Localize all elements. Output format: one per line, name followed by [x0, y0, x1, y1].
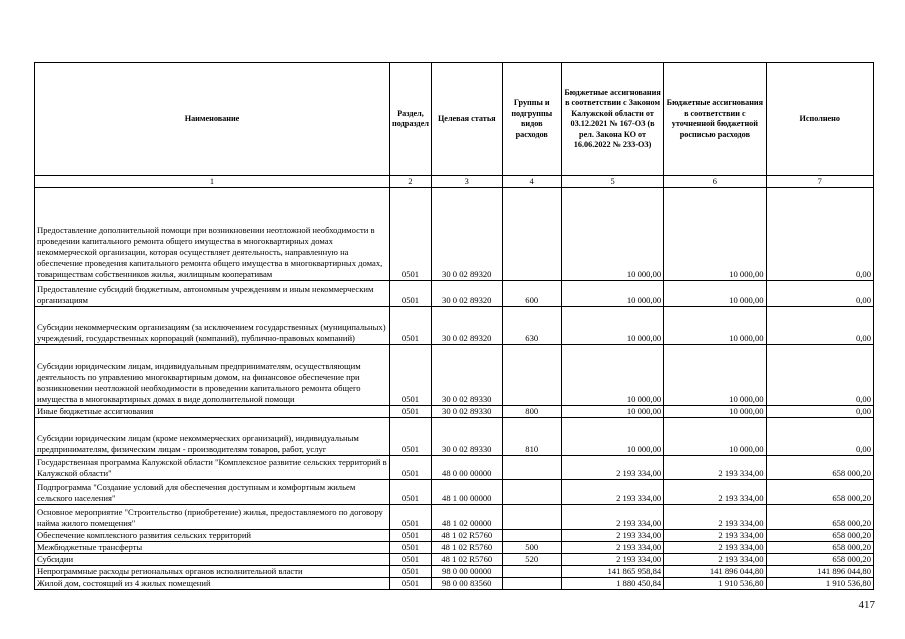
row-name: Основное мероприятие "Строительство (приобретение) жилья, предоставляемого по договору найма жилого помещения"	[35, 505, 390, 530]
row-group	[502, 566, 561, 578]
row-name: Обеспечение комплексного развития сельских территорий	[35, 530, 390, 542]
column-number: 7	[766, 176, 873, 188]
row-refined-allocation: 1 910 536,80	[664, 578, 766, 590]
column-number: 1	[35, 176, 390, 188]
table-row	[35, 406, 874, 418]
row-name: Субсидии юридическим лицам (кроме некоммерческих организаций), индивидуальным предпринимателям, физическим лицам - производителям товаров, работ, услуг	[35, 418, 390, 456]
row-refined-allocation: 10 000,00	[664, 188, 766, 281]
row-refined-allocation: 10 000,00	[664, 406, 766, 418]
table-row	[35, 542, 874, 554]
column-number: 5	[561, 176, 663, 188]
row-group: 800	[502, 406, 561, 418]
row-refined-allocation: 10 000,00	[664, 307, 766, 345]
table-row	[35, 281, 874, 307]
row-name: Предоставление субсидий бюджетным, автономным учреждениям и иным некоммерческим организациям	[35, 281, 390, 307]
row-law-allocation: 2 193 334,00	[561, 505, 663, 530]
row-refined-allocation: 2 193 334,00	[664, 530, 766, 542]
table-row	[35, 578, 874, 590]
row-law-allocation: 2 193 334,00	[561, 480, 663, 505]
row-law-allocation: 10 000,00	[561, 281, 663, 307]
row-name: Субсидии юридическим лицам, индивидуальным предпринимателям, осуществляющим деятельность по управлению многоквартирным домом, на финансовое обеспечение при возникновении неотложной необходимости в проведении капитального ремонта общего имущества в многоквартирных домах в виде дополнительной помощи	[35, 345, 390, 406]
row-group	[502, 345, 561, 406]
row-executed: 0,00	[766, 406, 873, 418]
row-article: 48 1 02 00000	[431, 505, 502, 530]
row-executed: 658 000,20	[766, 480, 873, 505]
row-group	[502, 480, 561, 505]
row-refined-allocation: 2 193 334,00	[664, 456, 766, 480]
row-article: 98 0 00 83560	[431, 578, 502, 590]
row-law-allocation: 10 000,00	[561, 418, 663, 456]
row-group	[502, 505, 561, 530]
row-group	[502, 530, 561, 542]
table-row	[35, 418, 874, 456]
row-section: 0501	[390, 406, 432, 418]
row-law-allocation: 1 880 450,84	[561, 578, 663, 590]
row-law-allocation: 10 000,00	[561, 307, 663, 345]
table-row	[35, 307, 874, 345]
row-section: 0501	[390, 281, 432, 307]
row-law-allocation: 2 193 334,00	[561, 456, 663, 480]
row-executed: 658 000,20	[766, 505, 873, 530]
row-executed: 658 000,20	[766, 554, 873, 566]
row-executed: 658 000,20	[766, 530, 873, 542]
row-section: 0501	[390, 505, 432, 530]
row-section: 0501	[390, 480, 432, 505]
row-group: 500	[502, 542, 561, 554]
row-executed: 0,00	[766, 345, 873, 406]
row-name: Субсидии	[35, 554, 390, 566]
budget-table	[34, 62, 874, 590]
row-law-allocation: 2 193 334,00	[561, 554, 663, 566]
row-section: 0501	[390, 307, 432, 345]
row-group	[502, 188, 561, 281]
table-row	[35, 456, 874, 480]
header-article: Целевая статья	[431, 63, 502, 176]
row-law-allocation: 10 000,00	[561, 406, 663, 418]
table-row	[35, 505, 874, 530]
row-refined-allocation: 10 000,00	[664, 345, 766, 406]
row-article: 98 0 00 00000	[431, 566, 502, 578]
row-section: 0501	[390, 554, 432, 566]
row-executed: 0,00	[766, 281, 873, 307]
row-refined-allocation: 10 000,00	[664, 418, 766, 456]
column-number: 6	[664, 176, 766, 188]
row-refined-allocation: 2 193 334,00	[664, 542, 766, 554]
row-name: Иные бюджетные ассигнования	[35, 406, 390, 418]
row-refined-allocation: 10 000,00	[664, 281, 766, 307]
row-article: 30 0 02 89320	[431, 281, 502, 307]
row-refined-allocation: 2 193 334,00	[664, 480, 766, 505]
table-row	[35, 345, 874, 406]
row-article: 48 1 02 R5760	[431, 542, 502, 554]
column-number-row	[35, 176, 874, 188]
row-refined-allocation: 2 193 334,00	[664, 505, 766, 530]
column-number: 3	[431, 176, 502, 188]
row-refined-allocation: 141 896 044,80	[664, 566, 766, 578]
header-name: Наименование	[35, 63, 390, 176]
row-section: 0501	[390, 418, 432, 456]
row-law-allocation: 10 000,00	[561, 188, 663, 281]
row-executed: 141 896 044,80	[766, 566, 873, 578]
row-law-allocation: 2 193 334,00	[561, 530, 663, 542]
row-section: 0501	[390, 578, 432, 590]
table-row	[35, 530, 874, 542]
row-executed: 0,00	[766, 188, 873, 281]
row-law-allocation: 141 865 958,84	[561, 566, 663, 578]
row-article: 30 0 02 89330	[431, 418, 502, 456]
header-law-allocation: Бюджетные ассигнования в соответствии с Законом Калужской области от 03.12.2021 № 167-ОЗ (в рел. Закона КО от 16.06.2022 № 233-ОЗ)	[561, 63, 663, 176]
row-article: 48 1 02 R5760	[431, 530, 502, 542]
header-executed: Исполнено	[766, 63, 873, 176]
row-name: Субсидии некоммерческим организациям (за исключением государственных (муниципальных) учреждений, государственных корпораций (компаний), публично-правовых компаний)	[35, 307, 390, 345]
row-executed: 658 000,20	[766, 542, 873, 554]
row-section: 0501	[390, 530, 432, 542]
header-refined-allocation: Бюджетные ассигнования в соответствии с уточненной бюджетной росписью расходов	[664, 63, 766, 176]
row-refined-allocation: 2 193 334,00	[664, 554, 766, 566]
row-executed: 0,00	[766, 418, 873, 456]
table-row	[35, 566, 874, 578]
column-number: 2	[390, 176, 432, 188]
row-article: 30 0 02 89330	[431, 345, 502, 406]
row-group	[502, 578, 561, 590]
row-group: 520	[502, 554, 561, 566]
row-article: 48 1 02 R5760	[431, 554, 502, 566]
row-section: 0501	[390, 188, 432, 281]
row-executed: 1 910 536,80	[766, 578, 873, 590]
row-law-allocation: 10 000,00	[561, 345, 663, 406]
row-section: 0501	[390, 456, 432, 480]
row-section: 0501	[390, 542, 432, 554]
header-group: Группы и подгруппы видов расходов	[502, 63, 561, 176]
page-number: 417	[858, 599, 875, 611]
row-group	[502, 456, 561, 480]
header-row	[35, 63, 874, 176]
row-name: Государственная программа Калужской области "Комплексное развитие сельских территорий в Калужской области"	[35, 456, 390, 480]
row-law-allocation: 2 193 334,00	[561, 542, 663, 554]
row-article: 30 0 02 89320	[431, 307, 502, 345]
row-group: 630	[502, 307, 561, 345]
row-section: 0501	[390, 566, 432, 578]
row-article: 30 0 02 89330	[431, 406, 502, 418]
row-article: 48 0 00 00000	[431, 456, 502, 480]
table-row	[35, 188, 874, 281]
row-name: Жилой дом, состоящий из 4 жилых помещений	[35, 578, 390, 590]
row-name: Предоставление дополнительной помощи при возникновении неотложной необходимости в проведении капитального ремонта общего имущества в многоквартирных домах некоммерческой организации, которая осуществляет деятельность, направленную на обеспечение проведения капитального ремонта общего имущества в многоквартирных домах, товариществам собственников жилья, жилищным кооперативам	[35, 188, 390, 281]
table-row	[35, 480, 874, 505]
table-row	[35, 554, 874, 566]
row-name: Подпрограмма "Создание условий для обеспечения доступным и комфортным жильем сельского населения"	[35, 480, 390, 505]
row-name: Межбюджетные трансферты	[35, 542, 390, 554]
column-number: 4	[502, 176, 561, 188]
row-executed: 0,00	[766, 307, 873, 345]
row-article: 30 0 02 89320	[431, 188, 502, 281]
header-section: Раздел, подраздел	[390, 63, 432, 176]
row-article: 48 1 00 00000	[431, 480, 502, 505]
row-group: 810	[502, 418, 561, 456]
row-group: 600	[502, 281, 561, 307]
row-name: Непрограммные расходы региональных органов исполнительной власти	[35, 566, 390, 578]
row-section: 0501	[390, 345, 432, 406]
row-executed: 658 000,20	[766, 456, 873, 480]
